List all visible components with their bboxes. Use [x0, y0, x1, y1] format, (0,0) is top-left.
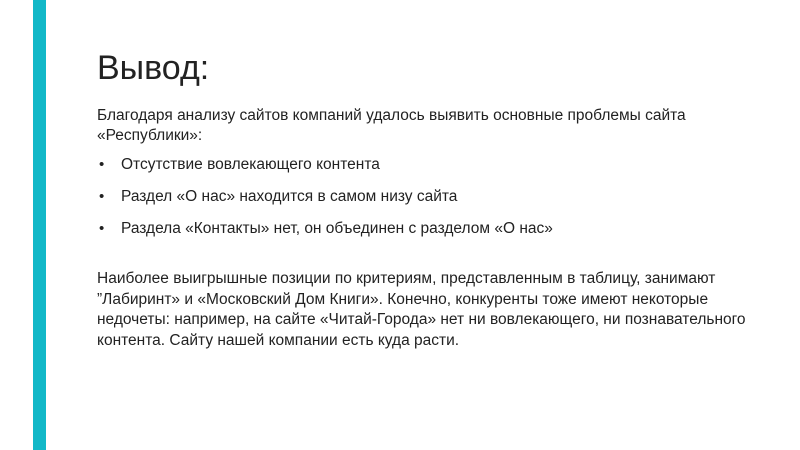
- slide-content: [97, 44, 757, 351]
- conclusion-paragraph: Наиболее выигрышные позиции по критериям, представленным в таблицу, занимают ”Лабиринт» и «Московский Дом Книги». Конечно, конкуренты тоже имеют некоторые недочеты: например, на сайте «Читай-Города» нет ни вовлекающего, ни познавательного контента. Сайту нашей компании есть куда расти.: [97, 270, 746, 349]
- accent-bar: [33, 0, 46, 450]
- slide-title: Вывод:: [97, 49, 210, 87]
- bullet-icon: •: [99, 220, 105, 237]
- problem-list: [97, 155, 757, 239]
- list-item-text: Отсутствие вовлекающего контента: [121, 156, 380, 173]
- intro-paragraph: Благодаря анализу сайтов компаний удалось выявить основные проблемы сайта «Республики»:: [97, 107, 686, 144]
- list-item-text: Раздел «О нас» находится в самом низу сайта: [121, 188, 458, 205]
- bullet-icon: •: [99, 188, 105, 205]
- list-item: [97, 155, 757, 175]
- list-item-text: Раздела «Контакты» нет, он объединен с разделом «О нас»: [121, 220, 553, 237]
- list-item: [97, 187, 757, 207]
- list-item: [97, 219, 757, 239]
- bullet-icon: •: [99, 156, 105, 173]
